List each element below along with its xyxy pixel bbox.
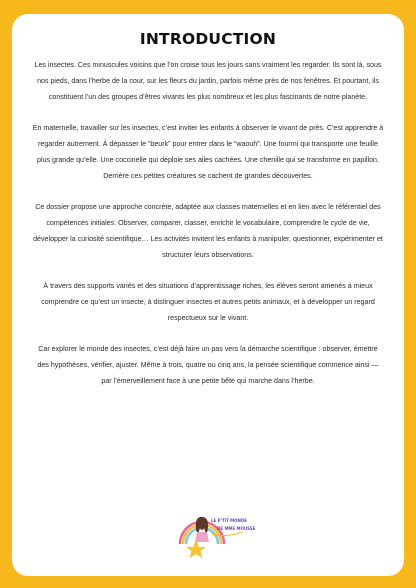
paragraph-3: Ce dossier propose une approche concrète, adaptée aux classes maternelles et en lien avec le référentiel des compétences initiales. Observer, comparer, classer, enrichir le vocabulaire, comprendre le cycle de vie, développer la curiosité scientifique… Les activités invitent les enfants à manipuler, questionner, expérimenter et structurer leurs observations. bbox=[33, 203, 383, 259]
paragraph-5: Car explorer le monde des insectes, c’est déjà faire un pas vers la démarche scientifique : observer, émettre des hypothèses, vérifier, ajuster. Même à trois, quatre ou cinq ans, la pensée scientifique commence ainsi — par l’émerveillement face à une petite bête qui marche dans l’herbe. bbox=[37, 345, 379, 385]
paragraph-1: Les insectes. Ces minuscules voisins que l’on croise tous les jours sans vraiment les regarder. Ils sont là, sous nos pieds, dans l’herbe de la cour, sur les fleurs du jardin, parfois même près de nos fenêtres. Et pourtant, ils constituent l’un des groupes d’êtres vivants les plus nombreux et les plus fascinants de notre planète. bbox=[34, 61, 382, 101]
document-sheet bbox=[12, 14, 404, 576]
footer-logo-area bbox=[12, 510, 404, 558]
paragraph-2: En maternelle, travailler sur les insectes, c’est inviter les enfants à observer le vivant de près. C’est apprendre à regarder autrement. À dépasser le “beurk” pour entrer dans le “waouh”. Une fourmi qui transporte une feuille plus grande qu’elle. Une coccinelle qui déploie ses ailes cachées. Une chenille qui se transforme en papillon. Derrière ces petites créatures se cachent de grandes découvertes. bbox=[32, 124, 384, 180]
page-title: INTRODUCTION bbox=[139, 30, 277, 48]
paragraph-4: À travers des supports variés et des situations d’apprentissage riches, les élèves seront amenés à mieux comprendre ce qu’est un insecte, à distinguer insectes et autres petits animaux, et à développer un regard respectueux sur le vivant. bbox=[41, 282, 375, 322]
logo-text-1: LE P'TIT MONDE bbox=[211, 518, 247, 523]
brand-logo bbox=[166, 510, 256, 558]
logo-text-2: DE MME MOUSSE bbox=[217, 526, 256, 531]
